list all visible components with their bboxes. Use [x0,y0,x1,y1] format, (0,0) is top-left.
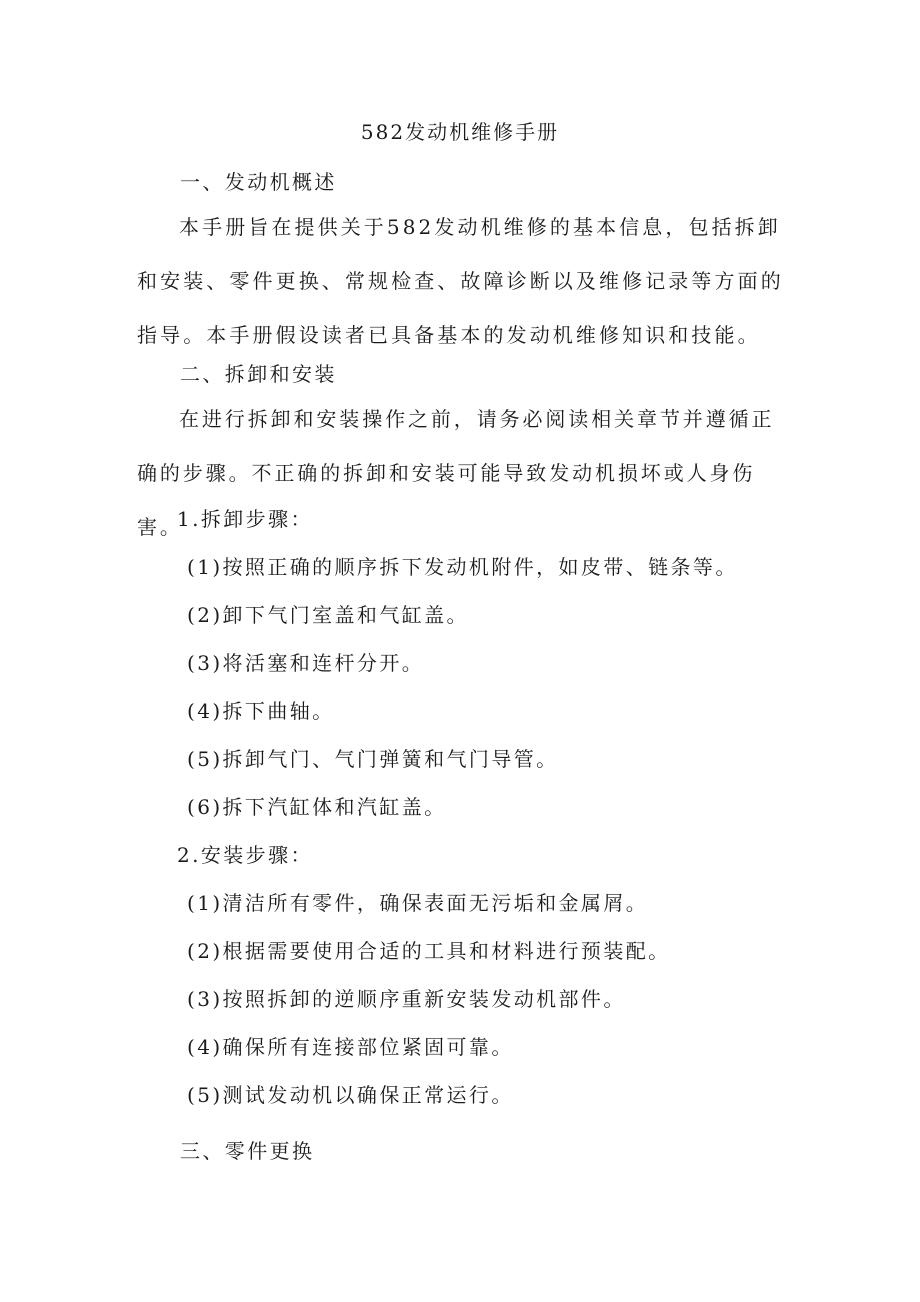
overview-paragraph: 本手册旨在提供关于582发动机维修的基本信息，包括拆卸和安装、零件更换、常规检查、故障诊断以及维修记录等方面的指导。本手册假设读者已具备基本的发动机维修知识和技能。 [137,215,784,347]
section-heading-parts-replacement: 三、零件更换 [180,1139,315,1163]
assembly-steps-heading: 2.安装步骤： [177,843,313,867]
disassembly-step: (6)拆下汽缸体和汽缸盖。 [187,795,447,819]
disassembly-step: (4)拆下曲轴。 [187,699,335,723]
section-heading-overview: 一、发动机概述 [180,170,337,194]
assembly-step: (1)清洁所有零件，确保表面无污垢和金属屑。 [187,891,649,915]
disassembly-step: (2)卸下气门室盖和气缸盖。 [187,603,469,627]
disassembly-step: (5)拆卸气门、气门弹簧和气门导管。 [187,747,559,771]
assembly-step: (4)确保所有连接部位紧固可靠。 [187,1035,514,1059]
disassembly-step: (3)将活塞和连杆分开。 [187,651,425,675]
section-heading-disassembly-installation: 二、拆卸和安装 [180,362,337,386]
assembly-step: (2)根据需要使用合适的工具和材料进行预装配。 [187,939,671,963]
document-title: 582发动机维修手册 [360,120,560,144]
disassembly-step: (1)按照正确的顺序拆下发动机附件，如皮带、链条等。 [187,555,738,579]
disassembly-installation-paragraph: 在进行拆卸和安装操作之前，请务必阅读相关章节并遵循正确的步骤。不正确的拆卸和安装可能导致发动机损坏或人身伤害。 [137,407,775,539]
assembly-step: (3)按照拆卸的逆顺序重新安装发动机部件。 [187,987,626,1011]
disassembly-steps-heading: 1.拆卸步骤： [177,507,313,531]
assembly-step: (5)测试发动机以确保正常运行。 [187,1083,514,1107]
